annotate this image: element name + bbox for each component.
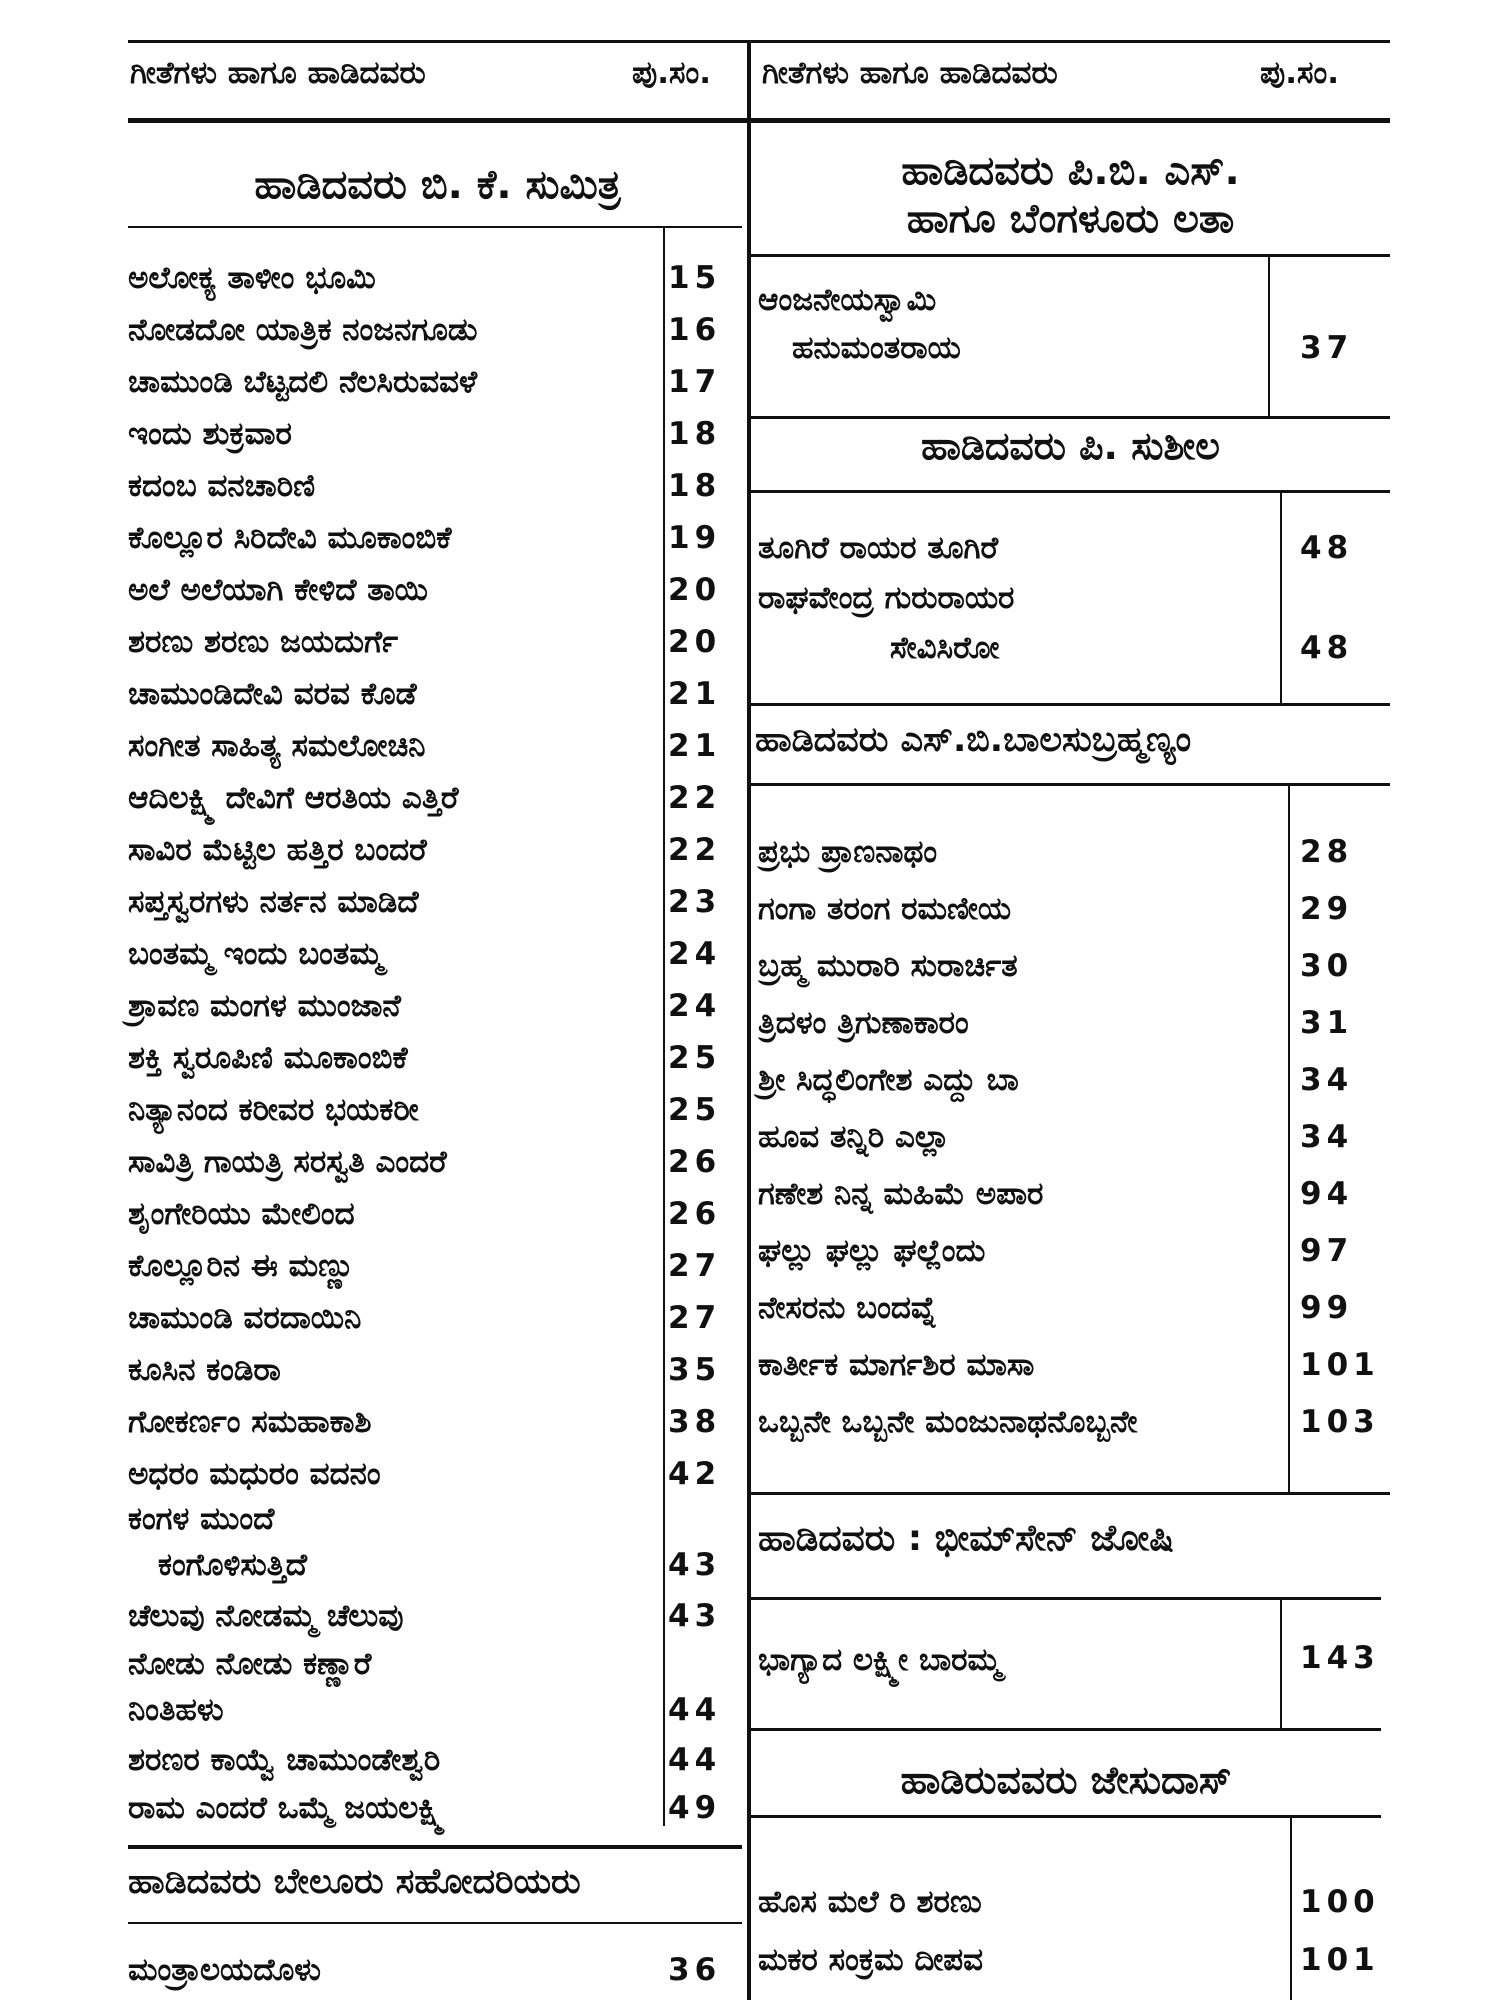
song-title: ಸಾವಿರ ಮೆಟ್ಟಿಲ ಹತ್ತಿರ ಬಂದರೆ: [128, 832, 427, 868]
list-item: [758, 1282, 1390, 1334]
list-item: [128, 980, 748, 1032]
song-title: ಸಂಗೀತ ಸಾಹಿತ್ಯ ಸಮಲೋಚಿನಿ: [128, 728, 426, 764]
section-heading-susheela: ಹಾಡಿದವರು ಪಿ. ಸುಶೀಲ: [921, 424, 1220, 468]
right-header-page: ಪು.ಸಂ.: [1260, 55, 1339, 91]
list-item: [758, 1876, 1390, 1928]
song-page-number: 97: [1300, 1233, 1354, 1269]
song-page-number: 17: [668, 364, 722, 400]
song-page-number: 27: [668, 1300, 722, 1336]
song-page-number: 99: [1300, 1290, 1354, 1326]
song-title: ಗಣೇಶ ನಿನ್ನ ಮಹಿಮೆ ಅಪಾರ: [758, 1176, 1044, 1212]
list-item: [128, 1136, 748, 1188]
song-title: ಚೆಲುವು ನೋಡಮ್ಮ ಚೆಲುವು: [128, 1598, 404, 1634]
pbs-heading-rule: [751, 254, 1390, 257]
song-page-number: 34: [1300, 1119, 1354, 1155]
joshi-page-divider: [1280, 1600, 1282, 1728]
list-item: [758, 1168, 1390, 1220]
list-item: [758, 883, 1390, 935]
list-item: [758, 1934, 1390, 1986]
song-title: ಶಕ್ತಿ ಸ್ವರೂಪಿಣಿ ಮೂಕಾಂಬಿಕೆ: [128, 1040, 408, 1076]
section-heading-pbs-line2: ಹಾಗೂ ಬೆಂಗಳೂರು ಲತಾ: [906, 196, 1235, 242]
susheela-song-1: ತೂಗಿರೆ ರಾಯರ ತೂಗಿರೆ: [758, 530, 999, 566]
joshi-top-rule: [751, 1492, 1390, 1495]
pbs-page-divider: [1268, 257, 1270, 417]
song-page-number: 103: [1300, 1404, 1380, 1440]
song-page-number: 38: [668, 1404, 722, 1440]
list-item: [128, 1448, 748, 1500]
song-page-number: 26: [668, 1144, 722, 1180]
song-page-number: 36: [668, 1952, 722, 1988]
list-item: [128, 564, 748, 616]
song-page-number: 25: [668, 1092, 722, 1128]
section-heading-yesudas: ಹಾಡಿರುವವರು ಜೇಸುದಾಸ್: [900, 1758, 1232, 1802]
header-rule: [128, 118, 1390, 123]
song-title: ಒಬ್ಬನೇ ಒಬ್ಬನೇ ಮಂಜುನಾಥನೊಬ್ಬನೇ: [758, 1404, 1138, 1440]
section-heading-belur: ಹಾಡಿದವರು ಬೇಲೂರು ಸಹೋದರಿಯರು: [128, 1862, 581, 1902]
song-title: ಕೂಸಿನ ಕಂಡಿರಾ: [128, 1352, 281, 1388]
pbs-song-line1: ಆಂಜನೇಯಸ್ವಾಮಿ: [758, 282, 937, 318]
list-item: [758, 997, 1390, 1049]
top-rule: [128, 40, 1390, 43]
list-item: [128, 1032, 748, 1084]
susheela-song-2-page: 48: [1300, 630, 1354, 666]
list-item: [128, 252, 748, 304]
song-title: ಅಲೆ ಅಲೆಯಾಗಿ ಕೇಳಿದೆ ತಾಯಿ: [128, 572, 428, 608]
song-page-number: 21: [668, 676, 722, 712]
spb-heading-rule: [751, 783, 1390, 786]
song-title: ಸಪ್ತಸ್ವರಗಳು ನರ್ತನ ಮಾಡಿದೆ: [128, 884, 419, 920]
song-page-number: 26: [668, 1196, 722, 1232]
song-page-number: 20: [668, 572, 722, 608]
song-page-number: 15: [668, 260, 722, 296]
song-title: ಮಕರ ಸಂಕ್ರಮ ದೀಪವ: [758, 1942, 984, 1978]
song-title: ಹೊಸ ಮಲೆ ರಿ ಶರಣು: [758, 1884, 982, 1920]
song-title: ಕಂಗಳ ಮುಂದೆ: [128, 1501, 275, 1537]
song-page-number: 23: [668, 884, 722, 920]
song-title: ಅಧರಂ ಮಧುರಂ ವದನಂ: [128, 1456, 381, 1492]
list-item: [128, 772, 748, 824]
song-page-number: 21: [668, 728, 722, 764]
song-page-number: 43: [668, 1598, 722, 1634]
song-page-number: 19: [668, 520, 722, 556]
song-page-number: 100: [1300, 1884, 1380, 1920]
song-page-number: 31: [1300, 1005, 1354, 1041]
joshi-heading-rule: [751, 1597, 1381, 1600]
song-page-number: 22: [668, 832, 722, 868]
section-heading-spb: ಹಾಡಿದವರು ಎಸ್.ಬಿ.ಬಾಲಸುಬ್ರಹ್ಮಣ್ಯಂ: [755, 720, 1192, 760]
list-item: [128, 616, 748, 668]
list-item: [758, 1339, 1390, 1391]
song-title: ತ್ರಿದಳಂ ತ್ರಿಗುಣಾಕಾರಂ: [758, 1005, 969, 1041]
song-title: ಶ್ರೀ ಸಿದ್ಧಲಿಂಗೇಶ ಎದ್ದು ಬಾ: [758, 1062, 1019, 1098]
left-header-page: ಪು.ಸಂ.: [632, 55, 711, 91]
song-title: ಶರಣು ಶರಣು ಜಯದುರ್ಗೆ: [128, 624, 399, 660]
list-item: [128, 460, 748, 512]
song-title: ಚಾಮುಂಡಿ ವರದಾಯಿನಿ: [128, 1300, 362, 1336]
song-title: ಬ್ರಹ್ಮ ಮುರಾರಿ ಸುರಾರ್ಚಿತ: [758, 948, 1018, 984]
belur-bottom-rule: [128, 1922, 742, 1924]
song-page-number: 34: [1300, 1062, 1354, 1098]
section-heading-sumitra: ಹಾಡಿದವರು ಬಿ. ಕೆ. ಸುಮಿತ್ರ: [254, 162, 621, 208]
joshi-song: ಭಾಗ್ಯಾದ ಲಕ್ಷ್ಮೀ ಬಾರಮ್ಮ: [758, 1642, 1002, 1678]
song-title: ನೇಸರನು ಬಂದವ್ನೆ: [758, 1290, 937, 1326]
song-title: ಚಾಮುಂಡಿದೇವಿ ವರವ ಕೊಡೆ: [128, 676, 417, 712]
sumitra-heading-rule: [128, 226, 742, 228]
list-item: [128, 1240, 748, 1292]
list-item: [758, 1054, 1390, 1106]
list-item: [128, 668, 748, 720]
list-item: [128, 408, 748, 460]
list-item: [128, 1292, 748, 1344]
song-title: ಶರಣರ ಕಾಯ್ವೆ ಚಾಮುಂಡೇಶ್ವರಿ: [128, 1742, 441, 1778]
song-page-number: 30: [1300, 948, 1354, 984]
song-title: ಮಂತ್ರಾಲಯದೊಳು: [128, 1952, 321, 1988]
song-title: ಶ್ರಾವಣ ಮಂಗಳ ಮುಂಜಾನೆ: [128, 988, 401, 1024]
song-title: ಬಂತಮ್ಮ ಇಂದು ಬಂತಮ್ಮ: [128, 936, 384, 972]
list-item: [758, 1225, 1390, 1277]
song-page-number: 27: [668, 1248, 722, 1284]
susheela-song-1-page: 48: [1300, 530, 1354, 566]
song-title: ನೋಡದೋ ಯಾತ್ರಿಕ ನಂಜನಗೂಡು: [128, 312, 478, 348]
song-page-number: 43: [668, 1547, 722, 1583]
susheela-top-rule: [751, 416, 1390, 419]
song-title: ಗಂಗಾ ತರಂಗ ರಮಣೀಯ: [758, 891, 1012, 927]
song-page-number: 24: [668, 988, 722, 1024]
list-item: [128, 1944, 748, 1996]
song-title: ನಿತ್ಯಾನಂದ ಕರೀವರ ಭಯಕರೀ: [128, 1092, 419, 1128]
susheela-heading-rule: [751, 490, 1390, 493]
susheela-page-divider: [1280, 493, 1282, 703]
song-title: ಕದಂಬ ವನಚಾರಿಣಿ: [128, 468, 316, 504]
list-item: [128, 512, 748, 564]
song-page-number: 16: [668, 312, 722, 348]
pbs-song-line2: ಹನುಮಂತರಾಯ: [792, 330, 961, 366]
song-page-number: 49: [668, 1790, 722, 1826]
song-title: ಘಲ್ಲು ಘಲ್ಲು ಘಲ್ಲೆಂದು: [758, 1233, 986, 1269]
pbs-song-page: 37: [1300, 330, 1354, 366]
susheela-song-2-line2: ಸೇವಿಸಿರೋ: [890, 630, 1000, 666]
song-page-number: 25: [668, 1040, 722, 1076]
song-title-continued: ನಿಂತಿಹಳು: [128, 1692, 224, 1728]
list-item: [758, 1396, 1390, 1448]
song-page-number: 44: [668, 1742, 722, 1778]
song-title: ಶೃಂಗೇರಿಯು ಮೇಲಿಂದ: [128, 1196, 355, 1232]
song-page-number: 29: [1300, 891, 1354, 927]
song-page-number: 35: [668, 1352, 722, 1388]
song-title: ಆದಿಲಕ್ಷ್ಮಿ ದೇವಿಗೆ ಆರತಿಯ ಎತ್ತಿರೆ: [128, 780, 459, 816]
song-title: ಕಾರ್ತೀಕ ಮಾರ್ಗಶಿರ ಮಾಸಾ: [758, 1347, 1035, 1383]
section-heading-pbs-line1: ಹಾಡಿದವರು ಪಿ.ಬಿ. ಎಸ್.: [901, 148, 1240, 194]
song-page-number: 101: [1300, 1942, 1380, 1978]
list-item: [128, 1188, 748, 1240]
song-title: ಸಾವಿತ್ರಿ ಗಾಯತ್ರಿ ಸರಸ್ವತಿ ಎಂದರೆ: [128, 1144, 447, 1180]
list-item: [128, 304, 748, 356]
song-page-number: 42: [668, 1456, 722, 1492]
song-title: ಗೋಕರ್ಣಂ ಸಮಹಾಕಾಶಿ: [128, 1404, 372, 1440]
song-page-number: 20: [668, 624, 722, 660]
song-title: ರಾಮ ಎಂದರೆ ಒಮ್ಮೆ ಜಯಲಕ್ಷ್ಮಿ: [128, 1790, 445, 1826]
section-heading-joshi: ಹಾಡಿದವರು : ಭೀಮ್‌ಸೇನ್ ಜೋಷಿ: [758, 1518, 1174, 1559]
list-item: [128, 824, 748, 876]
song-page-number: 22: [668, 780, 722, 816]
susheela-song-2-line1: ರಾಘವೇಂದ್ರ ಗುರುರಾಯರ: [758, 580, 1015, 616]
yesudas-top-rule: [751, 1728, 1381, 1731]
song-title: ಕೊಲ್ಲೂರಿನ ಈ ಮಣ್ಣು: [128, 1248, 355, 1284]
belur-top-rule: [128, 1845, 742, 1849]
song-page-number: 94: [1300, 1176, 1354, 1212]
song-page-number: 18: [668, 416, 722, 452]
song-title: ನೋಡು ನೋಡು ಕಣ್ಣಾರೆ: [128, 1646, 372, 1682]
song-title: ಅಲೋಕ್ಯ ತಾಳೀಂ ಭೂಮಿ: [128, 260, 376, 296]
spb-top-rule: [751, 703, 1390, 706]
song-page-number: 101: [1300, 1347, 1380, 1383]
list-item: [758, 826, 1390, 878]
list-item: [128, 928, 748, 980]
song-title: ಇಂದು ಶುಕ್ರವಾರ: [128, 416, 292, 452]
joshi-song-page: 143: [1300, 1640, 1380, 1676]
list-item: [128, 1344, 748, 1396]
list-item: [128, 1084, 748, 1136]
song-page-number: 28: [1300, 834, 1354, 870]
song-page-number: 24: [668, 936, 722, 972]
song-title-continued: ಕಂಗೊಳಿಸುತ್ತಿದೆ: [158, 1547, 308, 1583]
list-item: [128, 720, 748, 772]
song-page-number: 18: [668, 468, 722, 504]
song-title: ಹೂವ ತನ್ನಿರಿ ಎಲ್ಲಾ: [758, 1119, 950, 1155]
list-item: [128, 1396, 748, 1448]
right-header-title: ಗೀತೆಗಳು ಹಾಗೂ ಹಾಡಿದವರು: [762, 55, 1058, 91]
song-title: ಪ್ರಭು ಪ್ರಾಣನಾಥಂ: [758, 834, 938, 870]
song-page-number: 44: [668, 1692, 722, 1728]
song-title: ಚಾಮುಂಡಿ ಬೆಟ್ಟದಲಿ ನೆಲಸಿರುವವಳೆ: [128, 364, 478, 400]
list-item: [128, 356, 748, 408]
list-item: [128, 876, 748, 928]
list-item: [758, 940, 1390, 992]
yesudas-heading-rule: [751, 1815, 1381, 1818]
list-item: [758, 1111, 1390, 1163]
left-header-title: ಗೀತೆಗಳು ಹಾಗೂ ಹಾಡಿದವರು: [130, 55, 426, 91]
song-title: ಕೊಲ್ಲೂರ ಸಿರಿದೇವಿ ಮೂಕಾಂಬಿಕೆ: [128, 520, 452, 556]
